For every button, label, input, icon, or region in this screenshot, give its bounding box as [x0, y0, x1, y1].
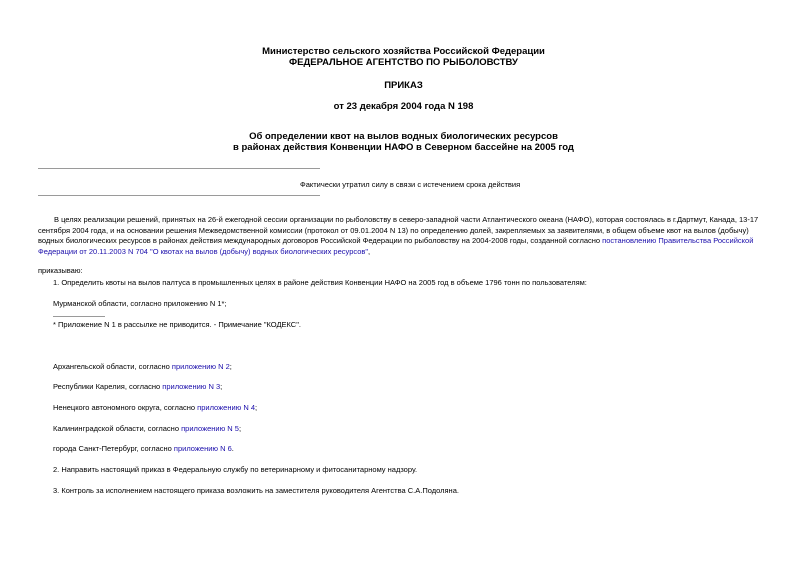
- appendix-2-link[interactable]: приложению N 2: [171, 362, 230, 371]
- document-title-line-1: Об определении квот на вылов водных биологических ресурсов: [249, 131, 558, 142]
- recipient-text: Архангельской области, согласно: [53, 362, 172, 371]
- appendix-5-link[interactable]: приложению N 5: [181, 424, 239, 433]
- recipient-karelia: [53, 382, 222, 393]
- status-note: Фактически утратил силу в связи с истечением срока действия: [300, 180, 521, 189]
- item-1: 1. Определить квоты на вылов палтуса в промышленных целях в районе действия Конвенции НАФО на 2005 год в объеме 1796 тонн по пользователям:: [53, 278, 587, 287]
- recipient-kaliningrad: [53, 424, 241, 435]
- preamble-paragraph: [38, 215, 773, 257]
- recipient-text: Калининградской области, согласно: [53, 424, 182, 433]
- recipient-end: ;: [238, 424, 242, 433]
- recipient-text: Республики Карелия, согласно: [53, 382, 163, 391]
- recipient-text: Ненецкого автономного округа, согласно: [53, 403, 198, 412]
- appendix-6-link[interactable]: приложению N 6: [173, 444, 232, 453]
- document-title-line-2: в районах действия Конвенции НАФО в Северном бассейне на 2005 год: [233, 142, 574, 153]
- preamble-end: ,: [368, 246, 371, 256]
- item-3: 3. Контроль за исполнением настоящего приказа возложить на заместителя руководителя Агентства С.А.Подоляна.: [53, 486, 459, 495]
- recipient-saint-petersburg: [53, 444, 234, 455]
- document-date-number: от 23 декабря 2004 года N 198: [333, 101, 474, 112]
- footnote: * Приложение N 1 в рассылке не приводится. - Примечание "КОДЕКС".: [53, 320, 301, 329]
- footnote-divider: [53, 316, 105, 317]
- document-type: ПРИКАЗ: [384, 80, 423, 91]
- recipient-nenets: [53, 403, 257, 414]
- agency-name: ФЕДЕРАЛЬНОЕ АГЕНТСТВО ПО РЫБОЛОВСТВУ: [289, 57, 518, 68]
- order-word: приказываю:: [38, 266, 83, 275]
- recipient-end: ;: [255, 403, 258, 412]
- appendix-4-link[interactable]: приложению N 4: [197, 403, 256, 412]
- appendix-3-link[interactable]: приложению N 3: [162, 382, 221, 391]
- government-decree-link[interactable]: постановлению Правительства Российской Федерации от 20.11.2003 N 704 "О квотах на вылов (добычу) водных биологических ресурсов": [38, 236, 754, 256]
- divider-top: [38, 168, 320, 169]
- recipient-text: города Санкт-Петербург, согласно: [53, 444, 174, 453]
- preamble-text: В целях реализации решений, принятых на 26-й ежегодной сессии организации по рыболовству в северо-западной части Атлантического океана (НАФО), которая состоялась в г.Дартмут, Канада, 13-17 сентября 2004 года, и на основании решения Межведомственной комиссии (протокол от 09.01.2004 N 13) по определению долей, закрепляемых за заявителями, в общем объеме квот на вылов (добычу) водных биологических ресурсов в районах действия международных договоров Российской Федерации по рыболовству на 2004-2008 годы, созданной согласно: [38, 215, 759, 245]
- recipient-end: ;: [229, 362, 232, 371]
- recipient-end: .: [231, 444, 234, 453]
- recipient-end: ;: [220, 382, 223, 391]
- recipient-murmansk: Мурманской области, согласно приложению N 1*;: [53, 299, 227, 308]
- ministry-name: Министерство сельского хозяйства Российской Федерации: [262, 46, 545, 57]
- divider-bottom: [38, 195, 320, 196]
- item-2: 2. Направить настоящий приказ в Федеральную службу по ветеринарному и фитосанитарному надзору.: [53, 465, 418, 474]
- recipient-arkhangelsk: [53, 362, 232, 373]
